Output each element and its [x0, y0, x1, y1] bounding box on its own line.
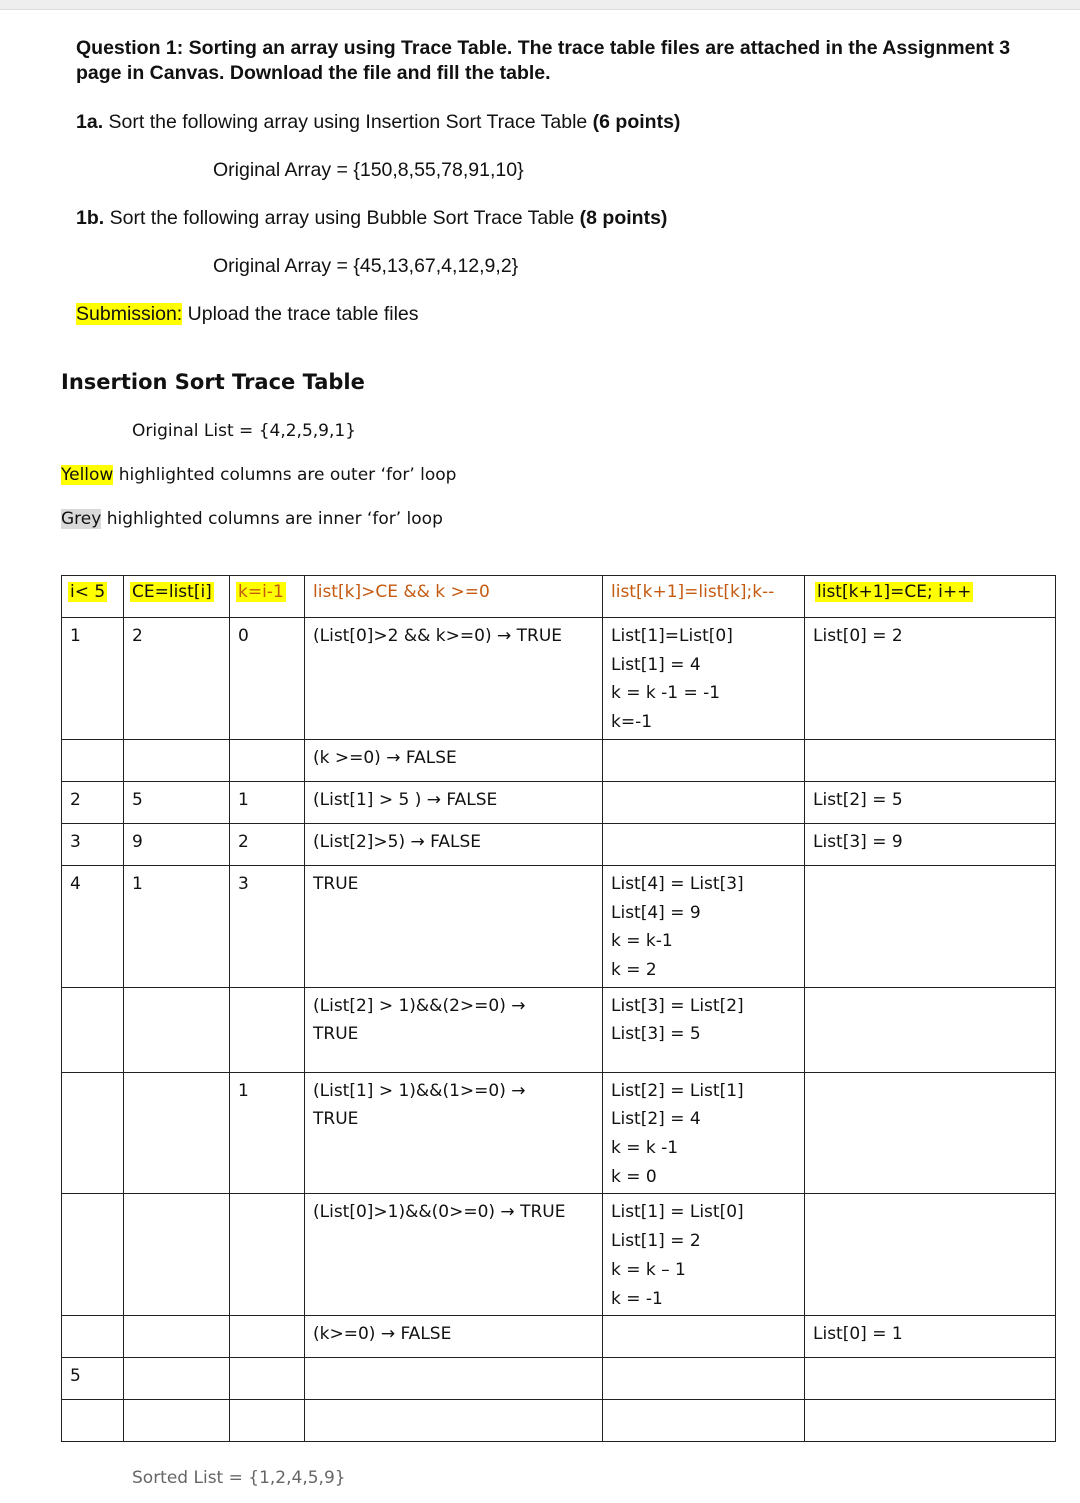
- cell-line: 9: [132, 831, 143, 852]
- cell-line: List[0] = 1: [813, 1324, 903, 1345]
- question-1a: [76, 110, 680, 134]
- table-cell: [305, 1194, 603, 1316]
- table-cell: [124, 1072, 230, 1194]
- q1b-points: (8 points): [579, 207, 668, 229]
- insertion-trace-table: [61, 575, 1056, 1442]
- table-cell: [62, 1194, 124, 1316]
- cell-content: [313, 1077, 594, 1134]
- cell-content: [70, 828, 115, 857]
- table-cell: [603, 739, 805, 781]
- table-cell: [230, 739, 305, 781]
- table-cell: [230, 781, 305, 823]
- cell-line: 1: [70, 626, 81, 646]
- table-cell: [805, 823, 1056, 865]
- cell-line: List[0] = 2: [813, 626, 903, 646]
- table-cell: [124, 823, 230, 865]
- table-cell: [805, 1400, 1056, 1442]
- table-row: [62, 865, 1056, 987]
- table-row: [62, 987, 1056, 1072]
- table-cell: [305, 1400, 603, 1442]
- cell-line: 0: [238, 626, 249, 646]
- table-cell: [62, 865, 124, 987]
- trace-table-heading: Insertion Sort Trace Table: [61, 370, 365, 394]
- cell-line: k = k-1: [611, 931, 673, 952]
- cell-content: [70, 622, 115, 651]
- table-cell: [603, 1316, 805, 1358]
- cell-content: [70, 786, 115, 815]
- cell-line: List[3] = List[2]: [611, 995, 744, 1016]
- cell-line: TRUE: [313, 1109, 359, 1130]
- table-cell: [124, 1400, 230, 1442]
- table-cell: [62, 987, 124, 1072]
- table-cell: [305, 1072, 603, 1194]
- table-cell: [230, 865, 305, 987]
- q1a-points: (6 points): [592, 111, 681, 133]
- table-cell: [305, 618, 603, 740]
- table-cell: [62, 1316, 124, 1358]
- table-cell: [603, 1072, 805, 1194]
- table-cell: [230, 1316, 305, 1358]
- submission-line: [76, 302, 419, 326]
- table-cell: [305, 865, 603, 987]
- cell-line: List[2] = 4: [611, 1109, 701, 1130]
- table-cell: [124, 1316, 230, 1358]
- table-cell: [805, 781, 1056, 823]
- cell-content: [611, 1077, 796, 1192]
- table-cell: [230, 987, 305, 1072]
- cell-line: (List[0]>2 && k>=0) → TRUE: [313, 626, 563, 646]
- cell-content: [813, 622, 1047, 651]
- q1b-text: Sort the following array using Bubble Sort Trace Table: [104, 207, 580, 229]
- table-cell: [805, 1194, 1056, 1316]
- cell-line: k = k – 1: [611, 1259, 686, 1280]
- cell-line: (List[2] > 1)&&(2>=0) →: [313, 995, 526, 1016]
- cell-line: 2: [132, 626, 143, 646]
- cell-content: [813, 828, 1047, 857]
- table-cell: [124, 1358, 230, 1400]
- table-row: [62, 823, 1056, 865]
- cell-content: [132, 786, 221, 815]
- header-k: k=i-1: [238, 582, 284, 602]
- header-condition: list[k]>CE && k >=0: [313, 582, 490, 602]
- cell-line: (k >=0) → FALSE: [313, 747, 457, 768]
- table-row: [62, 781, 1056, 823]
- cell-line: List[2] = List[1]: [611, 1080, 744, 1101]
- sorted-list: Sorted List = {1,2,4,5,9}: [132, 1468, 346, 1488]
- table-cell: [124, 987, 230, 1072]
- cell-line: k=-1: [611, 712, 653, 733]
- cell-line: k = 2: [611, 959, 657, 980]
- cell-content: [611, 1198, 796, 1313]
- table-cell: [603, 781, 805, 823]
- table-cell: [305, 739, 603, 781]
- cell-line: 2: [70, 789, 81, 810]
- cell-line: (List[0]>1)&&(0>=0) → TRUE: [313, 1202, 566, 1223]
- cell-line: List[1] = 2: [611, 1231, 701, 1252]
- yellow-note: [61, 464, 456, 486]
- cell-line: 4: [70, 873, 81, 894]
- table-cell: [124, 739, 230, 781]
- table-cell: [62, 781, 124, 823]
- cell-content: [611, 622, 796, 737]
- cell-line: k = -1: [611, 1288, 663, 1309]
- cell-line: List[3] = 5: [611, 1024, 701, 1045]
- table-cell: [603, 1358, 805, 1400]
- submission-label: Submission:: [76, 303, 183, 325]
- table-header-row: [62, 576, 1056, 618]
- top-border: [0, 0, 1080, 10]
- original-list: Original List = {4,2,5,9,1}: [132, 421, 357, 441]
- cell-line: 1: [238, 1080, 249, 1101]
- table-cell: [603, 865, 805, 987]
- cell-line: TRUE: [313, 1024, 359, 1045]
- grey-note-text: highlighted columns are inner ‘for’ loop: [101, 509, 443, 529]
- table-cell: [62, 1072, 124, 1194]
- cell-line: TRUE: [313, 873, 359, 894]
- cell-line: 3: [70, 831, 81, 852]
- table-cell: [305, 1358, 603, 1400]
- table-cell: [603, 618, 805, 740]
- table-cell: [305, 1316, 603, 1358]
- yellow-note-text: highlighted columns are outer ‘for’ loop: [113, 465, 457, 485]
- cell-line: k = 0: [611, 1166, 657, 1187]
- cell-line: List[1] = List[0]: [611, 1202, 744, 1223]
- table-cell: [230, 618, 305, 740]
- cell-line: List[4] = 9: [611, 902, 701, 923]
- header-insert: list[k+1]=CE; i++: [817, 582, 972, 602]
- cell-content: [132, 622, 221, 651]
- table-cell: [305, 823, 603, 865]
- question-title: Question 1: Sorting an array using Trace Table. The trace table files are attached in the Assignment 3 page in Canvas. Download the file and fill the table.: [76, 37, 1011, 84]
- header-cell: [305, 576, 603, 618]
- header-cell: [230, 576, 305, 618]
- table-row: [62, 1400, 1056, 1442]
- table-cell: [124, 781, 230, 823]
- table-cell: [62, 823, 124, 865]
- table-cell: [124, 1194, 230, 1316]
- table-row: [62, 1194, 1056, 1316]
- cell-line: 5: [70, 1366, 81, 1387]
- table-cell: [805, 1358, 1056, 1400]
- header-cell: [62, 576, 124, 618]
- table-cell: [62, 1358, 124, 1400]
- table-cell: [62, 1400, 124, 1442]
- table-cell: [305, 987, 603, 1072]
- cell-content: [611, 870, 796, 985]
- q1a-array: Original Array = {150,8,55,78,91,10}: [213, 159, 524, 181]
- cell-line: (List[1] > 1)&&(1>=0) →: [313, 1080, 526, 1101]
- header-cell: [805, 576, 1056, 618]
- cell-content: [238, 786, 296, 815]
- cell-content: [238, 870, 296, 899]
- cell-line: List[1] = 4: [611, 654, 701, 675]
- cell-content: [813, 786, 1047, 815]
- table-cell: [124, 865, 230, 987]
- cell-content: [238, 828, 296, 857]
- table-cell: [62, 739, 124, 781]
- header-cell: [603, 576, 805, 618]
- cell-content: [238, 1077, 296, 1106]
- cell-content: [313, 622, 594, 651]
- table-cell: [805, 618, 1056, 740]
- table-cell: [230, 1194, 305, 1316]
- cell-content: [313, 744, 594, 773]
- q1b-label: 1b.: [76, 207, 105, 229]
- table-cell: [603, 823, 805, 865]
- q1a-label: 1a.: [76, 111, 104, 133]
- cell-content: [132, 870, 221, 899]
- cell-line: (List[1] > 5 ) → FALSE: [313, 789, 498, 810]
- table-row: [62, 739, 1056, 781]
- cell-line: (k>=0) → FALSE: [313, 1324, 452, 1345]
- cell-content: [132, 828, 221, 857]
- cell-content: [313, 870, 594, 899]
- cell-content: [313, 1320, 594, 1349]
- cell-line: 3: [238, 873, 249, 894]
- table-cell: [230, 1400, 305, 1442]
- cell-line: 1: [132, 873, 143, 894]
- table-cell: [805, 987, 1056, 1072]
- table-row: [62, 1316, 1056, 1358]
- table-cell: [230, 823, 305, 865]
- table-row: [62, 618, 1056, 740]
- q1a-text: Sort the following array using Insertion Sort Trace Table: [103, 111, 593, 133]
- cell-line: List[1]=List[0]: [611, 626, 733, 646]
- grey-label: Grey: [61, 509, 102, 529]
- table-cell: [805, 1316, 1056, 1358]
- cell-content: [813, 1320, 1047, 1349]
- cell-line: k = k -1 = -1: [611, 683, 721, 704]
- table-cell: [603, 987, 805, 1072]
- table-cell: [305, 781, 603, 823]
- table-cell: [805, 1072, 1056, 1194]
- cell-line: List[2] = 5: [813, 789, 903, 810]
- cell-line: List[3] = 9: [813, 831, 903, 852]
- header-shift: list[k+1]=list[k];k--: [611, 582, 775, 602]
- table-cell: [62, 618, 124, 740]
- cell-content: [313, 786, 594, 815]
- cell-content: [238, 622, 296, 651]
- table-cell: [603, 1194, 805, 1316]
- cell-line: (List[2]>5) → FALSE: [313, 831, 482, 852]
- cell-content: [70, 870, 115, 899]
- cell-line: 5: [132, 789, 143, 810]
- cell-line: List[4] = List[3]: [611, 873, 744, 894]
- cell-content: [313, 828, 594, 857]
- cell-content: [70, 1362, 115, 1391]
- table-row: [62, 1072, 1056, 1194]
- table-cell: [805, 865, 1056, 987]
- table-cell: [805, 739, 1056, 781]
- q1b-array: Original Array = {45,13,67,4,12,9,2}: [213, 255, 519, 277]
- cell-line: 2: [238, 831, 249, 852]
- table-row: [62, 1358, 1056, 1400]
- cell-content: [611, 992, 796, 1049]
- table-cell: [230, 1358, 305, 1400]
- cell-content: [313, 992, 594, 1049]
- header-ce: CE=list[i]: [132, 582, 212, 602]
- question-1b: [76, 206, 667, 230]
- submission-text: Upload the trace table files: [182, 303, 419, 325]
- header-i: i< 5: [70, 582, 106, 602]
- table-cell: [603, 1400, 805, 1442]
- table-cell: [230, 1072, 305, 1194]
- cell-content: [313, 1198, 594, 1227]
- yellow-label: Yellow: [61, 465, 114, 485]
- cell-line: k = k -1: [611, 1138, 679, 1159]
- grey-note: [61, 508, 443, 530]
- header-cell: [124, 576, 230, 618]
- table-cell: [124, 618, 230, 740]
- cell-line: 1: [238, 789, 249, 810]
